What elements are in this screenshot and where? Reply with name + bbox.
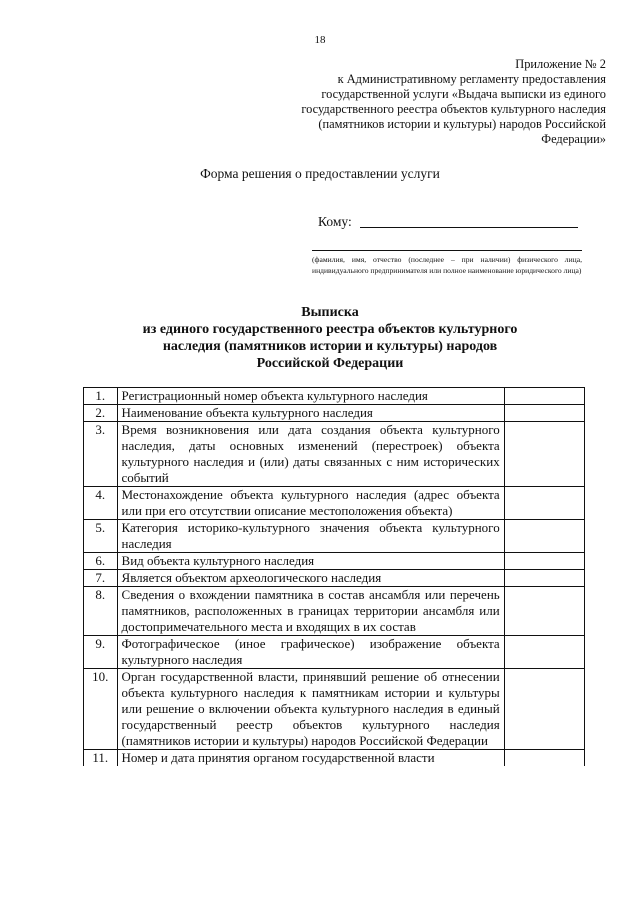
table-row (84, 587, 585, 636)
row-value-cell (504, 520, 584, 553)
form-title: Форма решения о предоставлении услуги (200, 166, 440, 181)
table-row (84, 669, 585, 750)
register-extract-table (83, 387, 585, 766)
appendix-number: Приложение № 2 (515, 57, 606, 71)
row-number: 7. (84, 570, 118, 587)
page-number: 18 (314, 34, 326, 46)
row-label: Время возникновения или дата создания объекта культурного наследия, даты основных изменений (перестроек) объекта культурного наследия и (или) даты связанных с ним исторических событий (117, 422, 504, 487)
row-number: 4. (84, 487, 118, 520)
row-number: 3. (84, 422, 118, 487)
row-value-cell (504, 487, 584, 520)
row-label: Вид объекта культурного наследия (117, 553, 504, 570)
table-row (84, 405, 585, 422)
row-value-cell (504, 388, 584, 405)
row-label: Орган государственной власти, принявший решение об отнесении объекта культурного наследия к памятникам истории и культуры или решение о включении объекта культурного наследия в единый государственный реестр объектов культурного наследия (памятников истории и культуры) народов Российской Федерации (117, 669, 504, 750)
appendix-header (296, 57, 606, 147)
row-label: Регистрационный номер объекта культурного наследия (117, 388, 504, 405)
row-value-cell (504, 636, 584, 669)
table-row (84, 487, 585, 520)
row-label: Является объектом археологического наследия (117, 570, 504, 587)
recipient-line (318, 213, 578, 230)
recipient-blank-field[interactable] (360, 213, 578, 228)
table-row (84, 422, 585, 487)
row-number: 5. (84, 520, 118, 553)
row-value-cell (504, 422, 584, 487)
extract-title-line: наследия (памятников истории и культуры) народов (162, 339, 498, 354)
table-row (84, 388, 585, 405)
row-value-cell (504, 405, 584, 422)
table-row (84, 750, 585, 767)
row-label: Фотографическое (иное графическое) изображение объекта культурного наследия (117, 636, 504, 669)
table-row (84, 636, 585, 669)
extract-title-line: Выписка (301, 305, 359, 320)
row-number: 11. (84, 750, 118, 767)
row-value-cell (504, 570, 584, 587)
row-label: Местонахождение объекта культурного наследия (адрес объекта или при его отсутствии описание местоположения объекта) (117, 487, 504, 520)
row-value-cell (504, 553, 584, 570)
row-number: 6. (84, 553, 118, 570)
row-number: 10. (84, 669, 118, 750)
extract-title (60, 304, 600, 372)
row-label: Сведения о вхождении памятника в состав ансамбля или перечень памятников, расположенных в границах территории ансамбля или достопримечательного места и входящих в их состав (117, 587, 504, 636)
row-number: 8. (84, 587, 118, 636)
row-number: 2. (84, 405, 118, 422)
table-row (84, 520, 585, 553)
recipient-label: Кому: (318, 214, 352, 229)
extract-title-line: Российской Федерации (256, 356, 404, 371)
extract-title-line: из единого государственного реестра объектов культурного (142, 322, 518, 337)
row-label: Номер и дата принятия органом государственной власти (117, 750, 504, 767)
row-label: Категория историко-культурного значения объекта культурного наследия (117, 520, 504, 553)
table-row (84, 553, 585, 570)
row-number: 1. (84, 388, 118, 405)
table-row (84, 570, 585, 587)
row-number: 9. (84, 636, 118, 669)
row-value-cell (504, 587, 584, 636)
row-value-cell (504, 669, 584, 750)
recipient-note: (фамилия, имя, отчество (последнее – при наличии) физического лица, индивидуального предпринимателя или полное наименование юридического лица) (312, 250, 582, 276)
appendix-reference: к Административному регламенту предоставления государственной услуги «Выдача выписки из единого государственного реестра объектов культурного наследия (памятников истории и культуры) народов Российской Федерации» (301, 72, 606, 146)
row-value-cell (504, 750, 584, 767)
row-label: Наименование объекта культурного наследия (117, 405, 504, 422)
